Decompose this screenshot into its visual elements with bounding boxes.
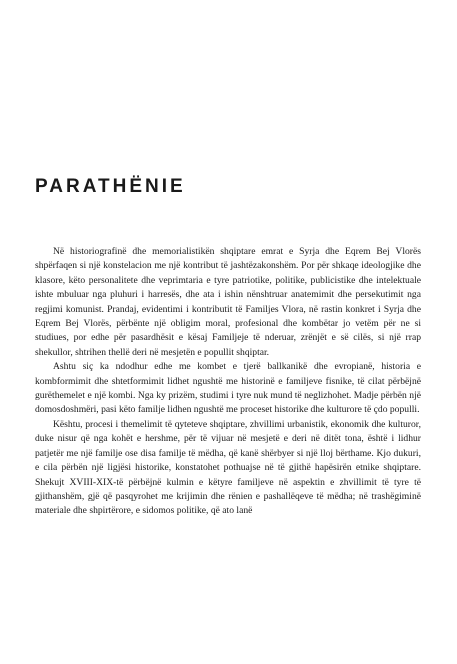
paragraph: Në historiografinë dhe memorialistikën shqiptare emrat e Syrja dhe Eqrem Bej Vlorës shpërfaqen si një konstelacion me një kontribut të jashtëzakonshëm. Por për shkaqe ideologjike dhe klasore, këto personalitete dhe veprimtaria e tyre patriotike, politike, publicistike dhe intelektuale ishte mbuluar nga pluhuri i harresës, dhe ata i ishin nënshtruar anatemimit dhe persekutimit nga regjimi komunist. Prandaj, evidentimi i kontributit të Familjes Vlora, në rastin konkret i Syrja dhe Eqrem Bej Vlorës, përbënte një obligim moral, profesional dhe kombëtar jo vetëm për ne si studiues, por edhe për pasardhësit e kësaj Familjeje të nderuar, zrënjët e së cilës, si një rrap shekullor, shtrihen thellë deri në mesjetën e popullit shqiptar. [35,246,421,358]
paragraph: Kështu, procesi i themelimit të qyteteve shqiptare, zhvillimi urbanistik, ekonomik dhe kulturor, duke nisur që nga kohët e hershme, për të vijuar në mesjetë e deri në ditët tona, është i lidhur patjetër me një familje ose disa familje të mëdha, që kanë shërbyer si një lloj bërthame. Kjo dukuri, e cila përbën një ligjësi historike, konstatohet pothuajse në të gjithë hapësirën etnike shqiptare. Shekujt XVIII-XIX-të përbëjnë kulmin e këtyre familjeve në aspektin e zhvillimit të tyre të gjithanshëm, gjë që pasqyrohet me krijimin dhe rënien e pashallëqeve të mëdha; në trashëgiminë materiale dhe shpirtërore, e sidomos politike, që ato lanë [35,418,421,517]
paragraph: Ashtu siç ka ndodhur edhe me kombet e tjerë ballkanikë dhe evropianë, historia e kombformimit dhe shtetformimit lidhet ngushtë me historinë e familjeve fisnike, të cilat përbëjnë gurëthemelet e një kombi. Nga ky prizëm, studimi i tyre nuk mund të neglizhohet. Madje përbën një domosdoshmëri, pasi këto familje lidhen ngushtë me proceset historike dhe kulturore të çdo populli. [35,361,421,416]
page-title: PARATHËNIE [35,176,186,197]
body-text [35,245,421,519]
